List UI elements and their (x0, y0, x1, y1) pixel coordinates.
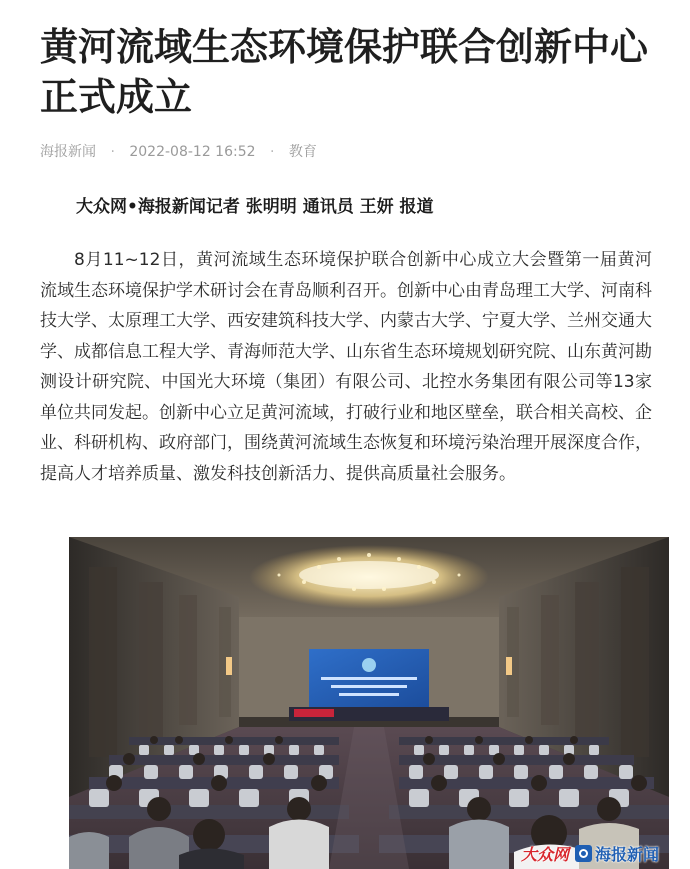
haibao-logo (575, 842, 659, 865)
dazhong-logo: 大众网 (520, 845, 569, 864)
article-meta (40, 142, 317, 162)
byline: 大众网•海报新闻记者 张明明 通讯员 王妍 报道 (76, 197, 434, 217)
article-paragraph: 8月11~12日，黄河流域生态环境保护联合创新中心成立大会暨第一届黄河流域生态环境保护学术研讨会在青岛顺利召开。创新中心由青岛理工大学、河南科技大学、太原理工大学、西安建筑科技大学、内蒙古大学、宁夏大学、兰州交通大学、成都信息工程大学、青海师范大学、山东省生态环境规划研究院、山东黄河勘测设计研究院、中国光大环境（集团）有限公司、北控水务集团有限公司等13家单位共同发起。创新中心立足黄河流域，打破行业和地区壁垒，联合相关高校、企业、科研机构、政府部门，围绕黄河流域生态恢复和环境污染治理开展深度合作，提高人才培养质量、激发科技创新活力、提供高质量社会服务。 (40, 250, 652, 484)
photo-watermark (521, 842, 659, 865)
meta-separator: · (110, 144, 115, 160)
conference-photo (69, 537, 669, 869)
haibao-logo-text: 海报新闻 (594, 845, 659, 864)
article-title: 黄河流域生态环境保护联合创新中心正式成立 (40, 25, 649, 119)
source-link[interactable]: 海报新闻 (40, 144, 96, 160)
conference-hall-illustration (69, 537, 669, 869)
publish-time: 2022-08-12 16:52 (129, 144, 256, 160)
haibao-icon (575, 845, 592, 862)
category-link[interactable]: 教育 (288, 144, 317, 160)
meta-separator: · (269, 144, 275, 160)
